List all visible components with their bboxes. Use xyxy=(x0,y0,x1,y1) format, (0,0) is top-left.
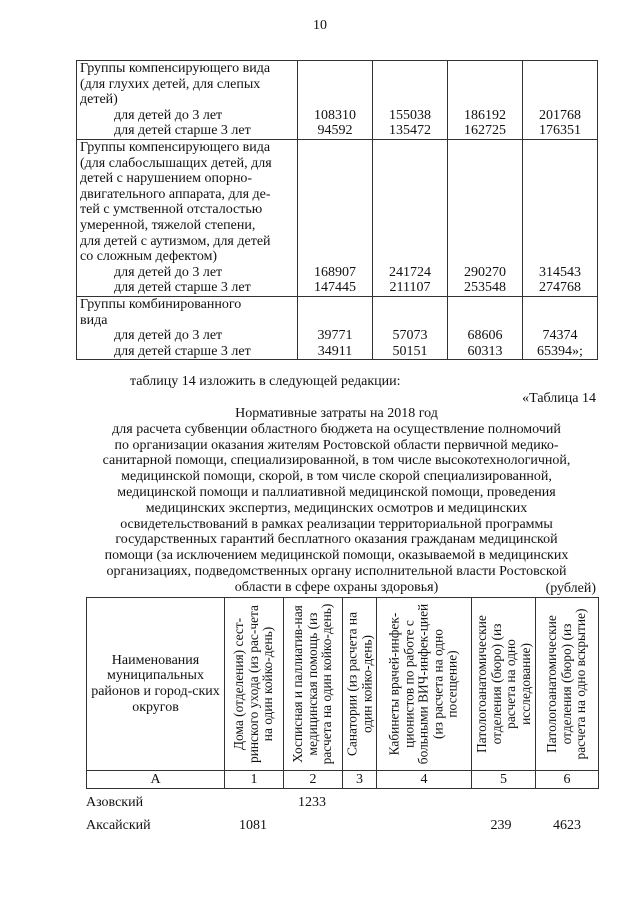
value-cell xyxy=(298,139,373,296)
value: 168907 xyxy=(314,264,356,280)
value: 135472 xyxy=(389,123,431,139)
row-value: 239 xyxy=(490,818,512,833)
value: 50151 xyxy=(392,343,428,359)
group-row xyxy=(77,296,598,359)
header-col-1: Дома (отделения) сест-ринского ухода (из рас-чета на один койко-день) xyxy=(231,605,276,763)
value-cell xyxy=(373,296,448,359)
group-label-line: детей) xyxy=(80,92,118,108)
group-label-line: (для слабослышащих детей, для xyxy=(80,155,272,171)
table-row xyxy=(86,818,598,838)
value: 65394»; xyxy=(537,343,583,359)
group-label-line: со сложным дефектом) xyxy=(80,249,218,265)
age-group-label: для детей до 3 лет xyxy=(114,107,223,123)
value-cell xyxy=(448,139,523,296)
group-label-line: для детей с аутизмом, для детей xyxy=(80,233,271,249)
title-line: медицинской помощи и паллиативной медицинской помощи, проведения xyxy=(117,484,556,500)
index-cell: 6 xyxy=(536,771,599,789)
group-label-line: вида xyxy=(80,312,108,328)
district-name: Азовский xyxy=(86,795,144,810)
header-col-2: Хосписная и паллиатив-ная медицинская помощь (из расчета на один койко-день) xyxy=(290,603,335,765)
value: 34911 xyxy=(317,343,353,359)
age-group-label: для детей старше 3 лет xyxy=(114,343,251,359)
row-value: 1081 xyxy=(239,818,267,833)
value-cell xyxy=(373,61,448,140)
title-line: освидетельствований в рамках реализации территориальной программы xyxy=(120,516,553,532)
header-name-column: Наименования муниципальных районов и город-ских округов xyxy=(87,598,225,771)
title-line: по организации оказания жителям Ростовской области первичной медико- xyxy=(114,437,559,453)
value: 253548 xyxy=(464,280,506,296)
index-cell: А xyxy=(87,771,225,789)
district-name: Аксайский xyxy=(86,818,151,833)
group-label-line: двигательного аппарата, для де- xyxy=(80,186,271,202)
value: 176351 xyxy=(539,123,581,139)
title-line: для расчета субвенции областного бюджета на осуществление полномочий xyxy=(112,421,561,437)
header-col-5: Патологоанатомические отделения (бюро) (из расчета на одно исследование) xyxy=(473,615,533,753)
value-cell xyxy=(523,139,598,296)
value: 314543 xyxy=(539,264,581,280)
units-label: (рублей) xyxy=(545,581,596,596)
index-cell: 2 xyxy=(284,771,343,789)
value: 147445 xyxy=(314,280,356,296)
index-cell: 4 xyxy=(377,771,472,789)
group-label-line: Группы комбинированного xyxy=(80,296,242,312)
value: 60313 xyxy=(467,343,503,359)
group-row xyxy=(77,61,598,140)
group-label-cell xyxy=(77,296,298,359)
value: 39771 xyxy=(317,328,353,344)
value-cell xyxy=(298,296,373,359)
header-col-6: Патологоанатомические отделения (бюро) (из расчета на одно вскрытие) xyxy=(544,608,589,760)
group-label-line: Группы компенсирующего вида xyxy=(80,139,271,155)
page-number: 10 xyxy=(313,18,327,33)
table-row xyxy=(86,795,598,815)
header-col-4: Кабинеты врачей-инфек-ционистов по работе с больными ВИЧ-инфек-цией (из расчета на одно посещение) xyxy=(386,603,460,765)
value: 155038 xyxy=(389,107,431,123)
value-cell xyxy=(298,61,373,140)
group-label-cell xyxy=(77,61,298,140)
index-cell: 3 xyxy=(343,771,377,789)
age-group-label: для детей старше 3 лет xyxy=(114,280,251,296)
value: 201768 xyxy=(539,107,581,123)
value-cell xyxy=(448,61,523,140)
lead-text: таблицу 14 изложить в следующей редакции: xyxy=(130,374,401,389)
value: 68606 xyxy=(467,328,503,344)
value-cell xyxy=(523,296,598,359)
group-label-line: (для глухих детей, для слепых xyxy=(80,76,261,92)
title-line: помощи (за исключением медицинской помощи, оказываемой в медицинских xyxy=(104,548,569,564)
title-line: медицинской помощи, скорой, в том числе скорой специализированной, xyxy=(121,469,552,485)
index-cell: 5 xyxy=(472,771,536,789)
group-label-line: тей с умственной отсталостью xyxy=(80,202,263,218)
row-value: 1233 xyxy=(298,795,326,810)
value: 211107 xyxy=(389,280,431,296)
header-table xyxy=(86,597,599,789)
title-line: медицинских экспертиз, медицинских осмотров и медицинских xyxy=(145,500,528,516)
value: 290270 xyxy=(464,264,506,280)
table-title xyxy=(76,406,597,596)
group-label-line: Группы компенсирующего вида xyxy=(80,61,271,76)
title-line: санитарной помощи, специализированной, в том числе высокотехнологичной, xyxy=(102,453,571,469)
index-cell: 1 xyxy=(225,771,284,789)
value-cell xyxy=(373,139,448,296)
value: 74374 xyxy=(542,328,578,344)
value-cell xyxy=(448,296,523,359)
value: 57073 xyxy=(392,328,428,344)
title-line: государственных гарантий бесплатного оказания гражданам медицинской xyxy=(115,532,558,548)
age-group-label: для детей до 3 лет xyxy=(114,328,223,344)
age-group-label: для детей до 3 лет xyxy=(114,264,223,280)
value: 162725 xyxy=(464,123,506,139)
table-reference: «Таблица 14 xyxy=(522,391,596,406)
value: 241724 xyxy=(389,264,431,280)
group-label-cell xyxy=(77,139,298,296)
group-row xyxy=(77,139,598,296)
title-line: организациях, подведомственных органу исполнительной власти Ростовской xyxy=(106,563,567,579)
top-continuation-table xyxy=(76,60,598,360)
group-label-line: умеренной, тяжелой степени, xyxy=(80,217,256,233)
value: 274768 xyxy=(539,280,581,296)
title-line: Нормативные затраты на 2018 год xyxy=(235,406,438,421)
title-line: области в сфере охраны здоровья) xyxy=(234,579,439,595)
value: 186192 xyxy=(464,107,506,123)
header-col-3: Санатории (из расчета на один койко-день) xyxy=(343,611,374,757)
age-group-label: для детей старше 3 лет xyxy=(114,123,251,139)
value-cell xyxy=(523,61,598,140)
value: 94592 xyxy=(317,123,353,139)
value: 108310 xyxy=(314,107,356,123)
row-value: 4623 xyxy=(553,818,581,833)
group-label-line: детей с нарушением опорно- xyxy=(80,171,253,187)
